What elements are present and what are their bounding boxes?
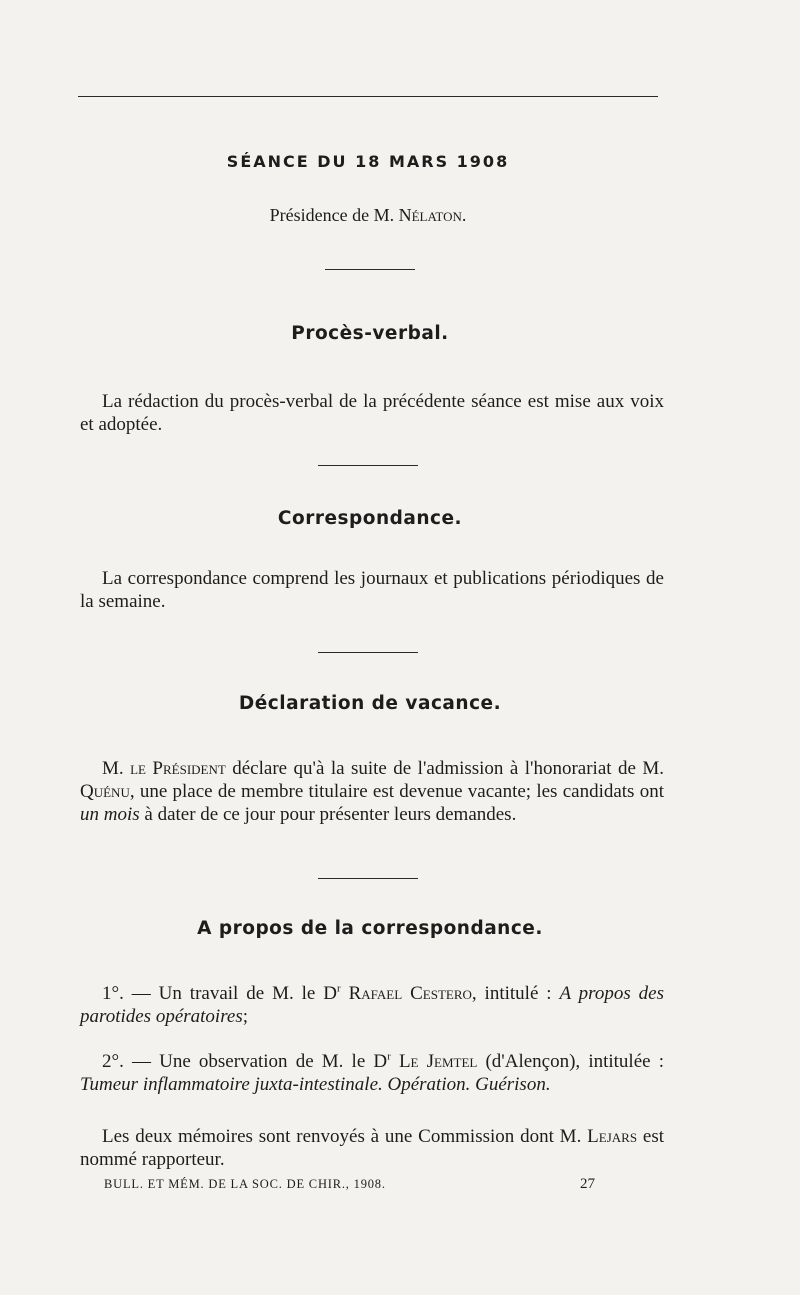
item1-mid: , intitulé : (471, 983, 560, 1004)
un-mois: un mois (80, 804, 140, 825)
name-lejars: Lejars (587, 1126, 638, 1147)
item2-mid: (d'Alençon), intitulée : (477, 1051, 664, 1072)
section-title-correspondance: Correspondance. (277, 508, 463, 529)
vacance-text-3: , une place de membre titulaire est devenue vacante; les candidats ont (129, 781, 664, 802)
conclusion-text-1: Les deux mémoires sont renvoyés à une Commission dont M. (102, 1126, 588, 1147)
section-title-vacance: Déclaration de vacance. (238, 693, 502, 714)
divider-rule (318, 652, 418, 653)
vacance-text-1: M. (102, 758, 131, 779)
item2-sup: r (387, 1050, 391, 1063)
item1-num: 1°. — Un travail de M. le D (102, 983, 337, 1004)
vacance-text-2: déclare qu'à la suite de l'admission à l'honorariat de M. (225, 758, 664, 779)
divider-rule (318, 465, 418, 466)
item1-title: A propos des parotides opératoires (80, 983, 664, 1027)
conclusion-text-2: est nommé rapporteur. (80, 1126, 664, 1170)
name-quenu: Quénu (80, 781, 130, 802)
vacance-text-4: à dater de ce jour pour présenter leurs demandes. (139, 804, 517, 825)
seance-title: SÉANCE DU 18 MARS 1908 (226, 152, 510, 171)
divider-rule (325, 269, 415, 270)
section-title-a-propos: A propos de la correspondance. (197, 918, 543, 939)
presidence-prefix: Présidence de M. (269, 205, 399, 225)
name-cestero: Rafael Cestero (348, 983, 472, 1004)
name-le-jemtel: Le Jemtel (398, 1051, 478, 1072)
le-president: le Président (130, 758, 226, 779)
divider-rule (318, 878, 418, 879)
paragraph-vacance (80, 757, 664, 826)
item1-sup: r (337, 982, 341, 995)
page-number: 27 (580, 1176, 595, 1192)
presidence-line (0, 205, 736, 226)
section-title-proces-verbal: Procès-verbal. (291, 323, 449, 344)
item1-end: ; (242, 1006, 249, 1027)
paragraph-correspondance: La correspondance comprend les journaux et publications périodiques de la semaine. (80, 568, 664, 612)
presidence-suffix: . (461, 205, 467, 225)
footer-journal-reference: BULL. ET MÉM. DE LA SOC. DE CHIR., 1908. (104, 1177, 386, 1191)
presidence-name: Nélaton (398, 205, 462, 225)
paragraph-proces-verbal: La rédaction du procès-verbal de la précédente séance est mise aux voix et adoptée. (80, 391, 664, 435)
top-rule (78, 96, 658, 97)
item2-num: 2°. — Une observation de M. le D (102, 1051, 388, 1072)
item2-title: Tumeur inflammatoire juxta-intestinale. Opération. Guérison. (80, 1074, 551, 1095)
paragraph-item-2 (80, 1050, 664, 1096)
paragraph-item-1 (80, 982, 664, 1028)
paragraph-conclusion (80, 1125, 664, 1171)
